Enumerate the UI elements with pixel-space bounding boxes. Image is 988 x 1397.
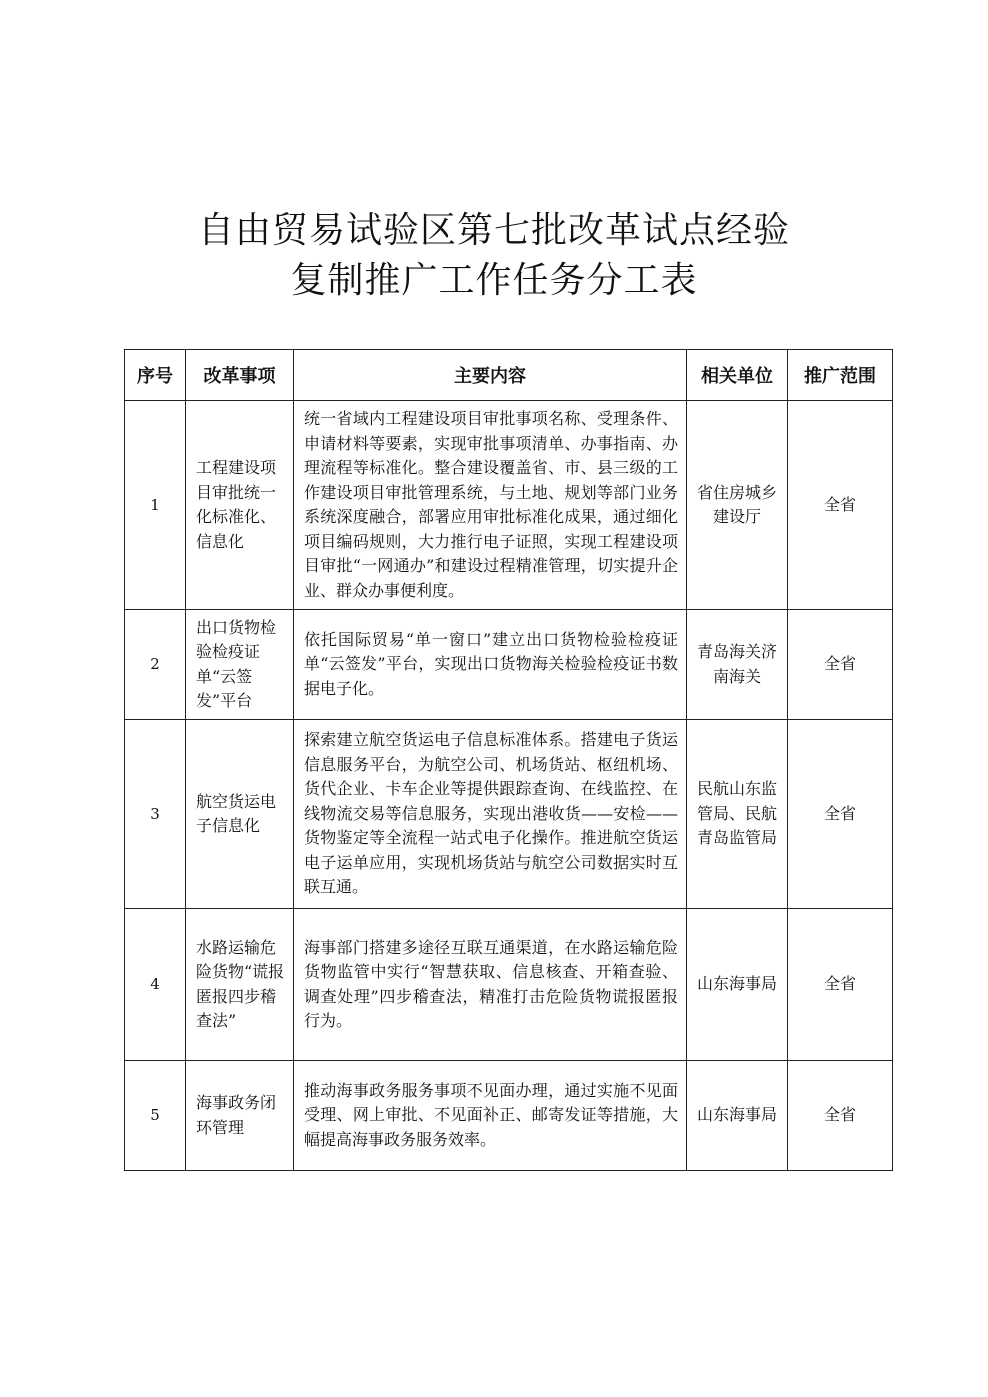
- main-content: 统一省域内工程建设项目审批事项名称、受理条件、申请材料等要素，实现审批事项清单、办事指南、办理流程等标准化。整合建设覆盖省、市、县三级的工作建设项目审批管理系统，与土地、规划等部门业务系统深度融合，部署应用审批标准化成果，通过细化项目编码规则，大力推行电子证照，实现工程建设项目审批“一网通办”和建设过程精准管理，切实提升企业、群众办事便利度。: [294, 401, 687, 610]
- reform-item: 出口货物检验检疫证单“云签发”平台: [186, 610, 294, 720]
- main-content: 海事部门搭建多途径互联互通渠道，在水路运输危险货物监管中实行“智慧获取、信息核查、开箱查验、调查处理”四步稽查法，精准打击危险货物谎报匿报行为。: [294, 909, 687, 1061]
- promotion-scope: 全省: [788, 909, 893, 1061]
- reform-item: 水路运输危险货物“谎报匿报四步稽查法”: [186, 909, 294, 1061]
- promotion-scope: 全省: [788, 610, 893, 720]
- promotion-scope: 全省: [788, 401, 893, 610]
- main-content: 依托国际贸易“单一窗口”建立出口货物检验检疫证单“云签发”平台，实现出口货物海关检验检疫证书数据电子化。: [294, 610, 687, 720]
- related-unit: 民航山东监管局、民航青岛监管局: [687, 720, 788, 909]
- promotion-scope: 全省: [788, 1061, 893, 1171]
- row-number: 5: [125, 1061, 186, 1171]
- reform-item: 海事政务闭环管理: [186, 1061, 294, 1171]
- main-content: 推动海事政务服务事项不见面办理，通过实施不见面受理、网上审批、不见面补正、邮寄发证等措施，大幅提高海事政务服务效率。: [294, 1061, 687, 1171]
- row-number: 4: [125, 909, 186, 1061]
- related-unit: 省住房城乡建设厅: [687, 401, 788, 610]
- document-title-line-1: 自由贸易试验区第七批改革试点经验: [197, 210, 790, 251]
- table-header-row: [125, 350, 893, 401]
- task-division-table: [124, 349, 893, 1171]
- header-scope: 推广范围: [788, 350, 893, 401]
- related-unit: 山东海事局: [687, 909, 788, 1061]
- header-item: 改革事项: [186, 350, 294, 401]
- main-content: 探索建立航空货运电子信息标准体系。搭建电子货运信息服务平台，为航空公司、机场货站、枢纽机场、货代企业、卡车企业等提供跟踪查询、在线监控、在线物流交易等信息服务，实现出港收货——安检——货物鉴定等全流程一站式电子化操作。推进航空货运电子运单应用，实现机场货站与航空公司数据实时互联互通。: [294, 720, 687, 909]
- row-number: 3: [125, 720, 186, 909]
- table-row: [125, 720, 893, 909]
- table-row: [125, 401, 893, 610]
- header-content: 主要内容: [294, 350, 687, 401]
- row-number: 2: [125, 610, 186, 720]
- document-title-line-2: 复制推广工作任务分工表: [290, 260, 698, 301]
- table-row: [125, 610, 893, 720]
- table-row: [125, 1061, 893, 1171]
- related-unit: 山东海事局: [687, 1061, 788, 1171]
- header-unit: 相关单位: [687, 350, 788, 401]
- reform-item: 航空货运电子信息化: [186, 720, 294, 909]
- promotion-scope: 全省: [788, 720, 893, 909]
- reform-item: 工程建设项目审批统一化标准化、信息化: [186, 401, 294, 610]
- header-num: 序号: [125, 350, 186, 401]
- table-row: [125, 909, 893, 1061]
- related-unit: 青岛海关济南海关: [687, 610, 788, 720]
- row-number: 1: [125, 401, 186, 610]
